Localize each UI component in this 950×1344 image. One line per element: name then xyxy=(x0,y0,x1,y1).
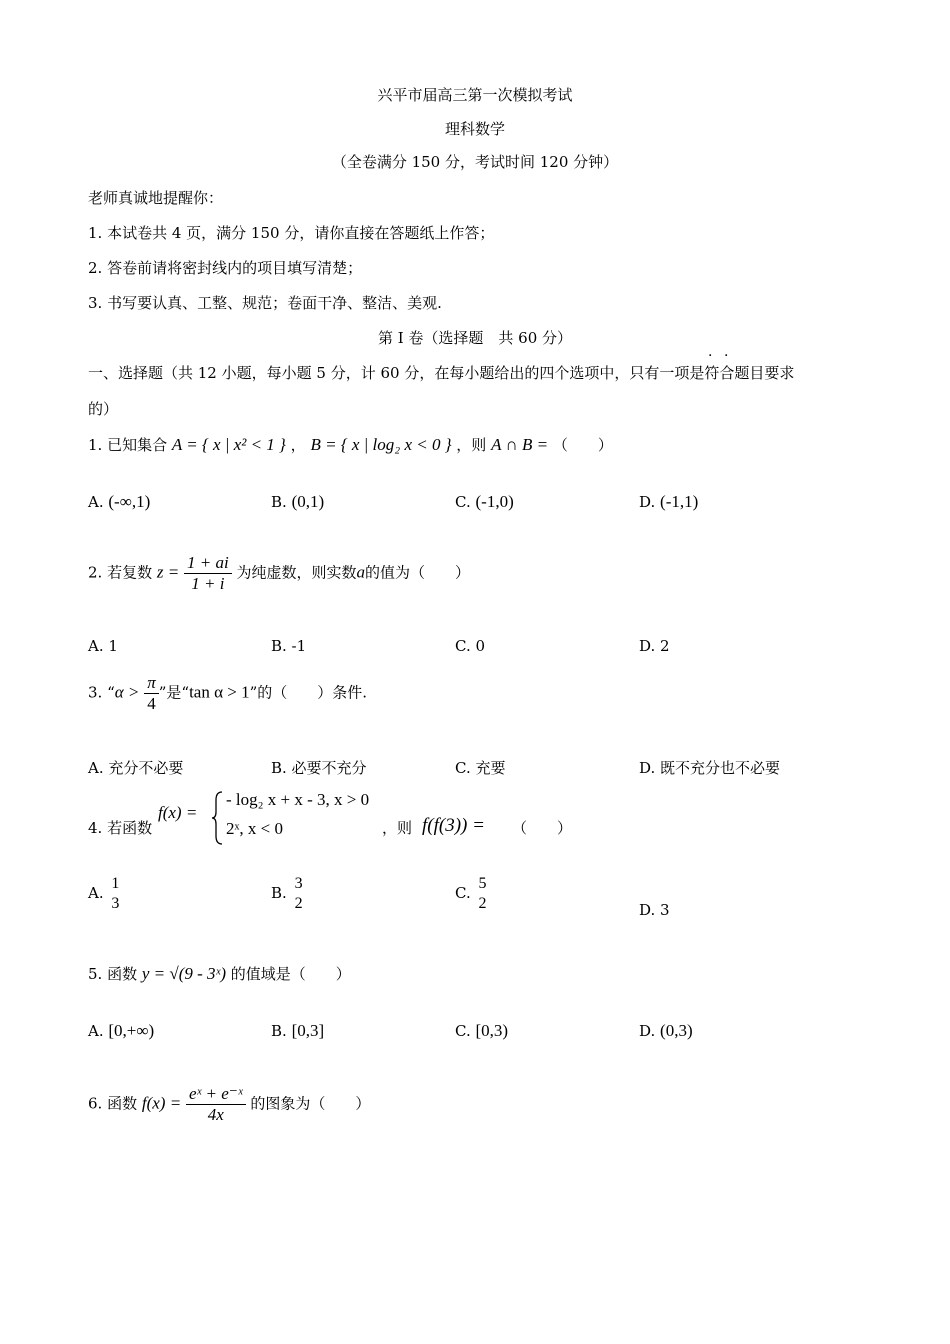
q5-option-c: C. [0,3) xyxy=(455,1021,509,1040)
q4-option-b: B. 3 2 xyxy=(271,874,306,914)
part1-title: 第 I 卷（选择题 共 60 分） xyxy=(377,329,573,347)
q3-numerator: π xyxy=(144,673,159,694)
q4-case-1: - log₂ x + x - 3, x > 0 xyxy=(226,790,370,809)
q4-case-2: 2ˣ, x < 0 xyxy=(226,819,284,838)
q1-option-d: D. (-1,1) xyxy=(639,492,699,511)
q4-option-a-fraction: 1 3 xyxy=(111,875,120,912)
q3-suffix: ”的（ ）条件. xyxy=(249,683,368,702)
q1-paren: （ ） xyxy=(552,436,613,454)
q2-option-c: C. 0 xyxy=(455,637,486,655)
question-6 xyxy=(88,1084,370,1125)
q4-lhs: f(x) = xyxy=(158,803,198,822)
q5-option-a: A. [0,+∞) xyxy=(88,1021,155,1040)
q3-option-d: D. 既不充分也不必要 xyxy=(639,759,781,777)
section-instruction-cont: 的） xyxy=(88,400,119,418)
q3-option-b: B. 必要不充分 xyxy=(271,759,367,777)
q4-brace xyxy=(212,790,224,846)
reminder-item: 3. 书写要认真、工整、规范；卷面干净、整洁、美观. xyxy=(88,294,442,312)
q6-numerator: eˣ + e⁻ˣ xyxy=(186,1084,246,1105)
q2-option-b: B. -1 xyxy=(271,637,307,655)
q1-set-a: A = { x | x² < 1 } xyxy=(171,435,286,454)
q5-expr: y = √(9 - 3ˣ) xyxy=(141,964,227,983)
question-5 xyxy=(88,963,351,984)
question-2 xyxy=(88,553,470,594)
exam-title: 兴平市届高三第一次模拟考试 xyxy=(377,86,573,104)
q1-prefix: 1. 已知集合 xyxy=(88,436,168,454)
reminder-item: 2. 答卷前请将密封线内的项目填写清楚； xyxy=(88,259,363,277)
q6-lhs: f(x) = xyxy=(141,1093,182,1113)
emphasis-dot: · xyxy=(708,348,713,364)
q4-paren: （ ） xyxy=(512,819,573,837)
exam-info: （全卷满分 150 分，考试时间 120 分钟） xyxy=(331,153,619,171)
q2-prefix: 2. 若复数 xyxy=(88,563,153,582)
q4-option-c: C. 5 2 xyxy=(455,874,490,914)
q3-condition: tan α > 1 xyxy=(189,682,250,702)
q2-var: a xyxy=(356,562,365,582)
q4-option-b-fraction: 3 2 xyxy=(294,875,303,912)
q2-numerator: 1 + ai xyxy=(184,553,232,574)
q6-fraction xyxy=(186,1084,246,1125)
q2-lhs: z = xyxy=(156,562,180,582)
q2-denominator: 1 + i xyxy=(191,574,225,593)
q1-option-c: C. (-1,0) xyxy=(455,492,514,511)
q5-option-b: B. [0,3] xyxy=(271,1021,325,1040)
q1-sep: ， xyxy=(290,436,306,454)
q5-prefix: 5. 函数 xyxy=(88,965,138,983)
q2-option-d: D. 2 xyxy=(639,637,670,655)
q4-option-c-fraction: 5 2 xyxy=(478,875,487,912)
q5-suffix: 的值域是（ ） xyxy=(230,965,351,983)
q2-mid: 为纯虚数，则实数 xyxy=(236,563,357,582)
q1-option-b: B. (0,1) xyxy=(271,492,325,511)
q3-denominator: 4 xyxy=(147,694,156,713)
q3-prefix: 3. “ xyxy=(88,683,115,702)
q3-lhs: α > xyxy=(114,682,140,702)
q5-option-d: D. (0,3) xyxy=(639,1021,693,1040)
question-1 xyxy=(88,434,613,455)
q3-option-c: C. 充要 xyxy=(455,759,506,777)
q2-suffix: 的值为（ ） xyxy=(365,563,471,582)
reminder-heading: 老师真诚地提醒你： xyxy=(88,189,224,207)
q4-mid: ，则 xyxy=(382,819,413,837)
reminder-item: 1. 本试卷共 4 页，满分 150 分，请你直接在答题纸上作答； xyxy=(88,224,495,242)
q2-fraction xyxy=(184,553,232,594)
exam-subject: 理科数学 xyxy=(444,120,505,138)
q1-expr: A ∩ B = xyxy=(491,435,549,454)
q4-option-d: D. 3 xyxy=(639,901,670,919)
question-3 xyxy=(88,673,367,714)
section-instruction: 一、选择题（共 12 小题，每小题 5 分，计 60 分，在每小题给出的四个选项中，只有一项是符合题目要求 xyxy=(88,364,795,382)
q3-option-a: A. 充分不必要 xyxy=(88,759,184,777)
emphasis-dot: · xyxy=(724,348,729,364)
q6-suffix: 的图象为（ ） xyxy=(250,1094,371,1113)
q2-option-a: A. 1 xyxy=(88,637,118,655)
q3-mid: ”是“ xyxy=(158,683,190,702)
q4-option-a: A. 1 3 xyxy=(88,874,122,914)
q3-fraction xyxy=(144,673,159,714)
q1-option-a: A. (-∞,1) xyxy=(88,492,151,511)
q1-set-b: B = { x | log₂ x < 0 } xyxy=(310,435,452,454)
q6-denominator: 4x xyxy=(207,1105,224,1124)
q1-suffix: ，则 xyxy=(456,436,487,454)
q4-expr: f(f(3)) = xyxy=(422,815,485,836)
q4-prefix: 4. 若函数 xyxy=(88,819,153,837)
q6-prefix: 6. 函数 xyxy=(88,1094,138,1113)
